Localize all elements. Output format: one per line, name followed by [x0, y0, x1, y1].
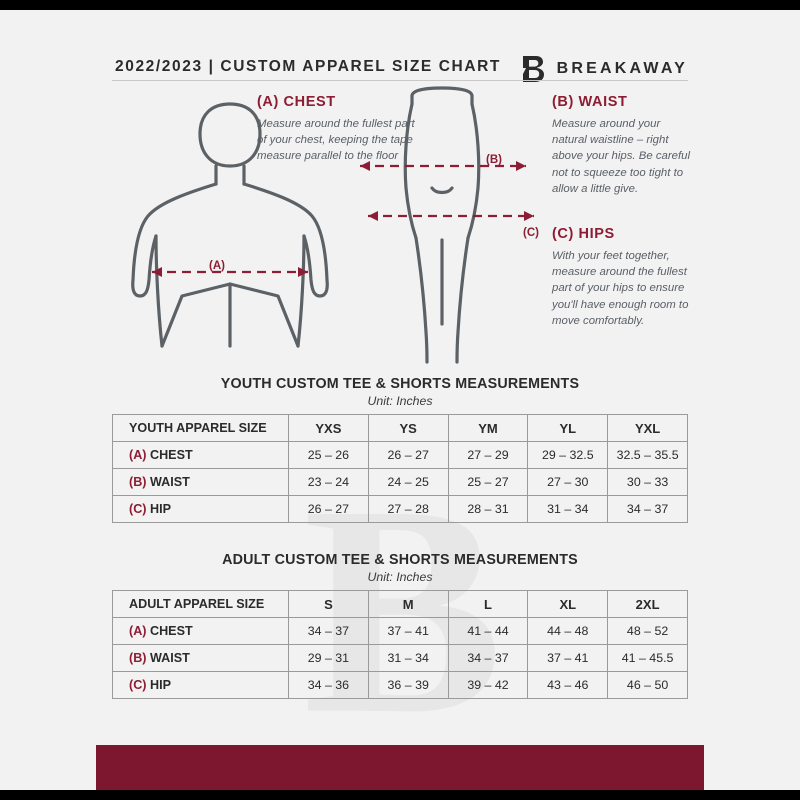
- youth-chest-ym: 27 – 29: [448, 442, 528, 469]
- adult-hip-m: 36 – 39: [368, 672, 448, 699]
- row-letter: (B): [129, 475, 147, 489]
- adult-chest-xl: 44 – 48: [528, 618, 608, 645]
- row-letter: (B): [129, 651, 147, 665]
- table-header-row: [113, 415, 688, 442]
- youth-chest-ys: 26 – 27: [368, 442, 448, 469]
- youth-measurements-table: [112, 414, 688, 523]
- document-header: [0, 28, 800, 78]
- adult-hip-xl: 43 – 46: [528, 672, 608, 699]
- header-divider: [112, 80, 688, 81]
- table-row: [113, 496, 688, 523]
- adult-size-l: L: [448, 591, 528, 618]
- youth-waist-yxl: 30 – 33: [608, 469, 688, 496]
- row-name: CHEST: [149, 448, 193, 462]
- callout-hips-text: With your feet together, measure around the fullest part of your hips to ensure you'll have enough room to move comfortably.: [552, 250, 689, 327]
- youth-hip-yxs: 26 – 27: [289, 496, 369, 523]
- youth-chest-yl: 29 – 32.5: [528, 442, 608, 469]
- callout-waist-heading: (B) WAIST: [552, 94, 628, 110]
- youth-chest-yxl: 32.5 – 35.5: [608, 442, 688, 469]
- youth-header-label: YOUTH APPAREL SIZE: [113, 415, 289, 442]
- youth-table-block: [112, 376, 688, 523]
- callout-chest-heading: (A) CHEST: [257, 94, 336, 110]
- diagram-label-chest: (A): [209, 260, 225, 272]
- page-title: 2022/2023 | CUSTOM APPAREL SIZE CHART: [115, 58, 501, 75]
- youth-waist-ym: 25 – 27: [448, 469, 528, 496]
- adult-table-block: [112, 552, 688, 699]
- adult-row-hip-label: [113, 672, 289, 699]
- callout-chest: [257, 94, 417, 165]
- table-header-row: [113, 591, 688, 618]
- adult-table-title: ADULT CUSTOM TEE & SHORTS MEASUREMENTS: [222, 552, 578, 568]
- youth-waist-yxs: 23 – 24: [289, 469, 369, 496]
- adult-chest-s: 34 – 37: [289, 618, 369, 645]
- adult-chest-m: 37 – 41: [368, 618, 448, 645]
- adult-chest-2xl: 48 – 52: [608, 618, 688, 645]
- row-name: CHEST: [149, 624, 193, 638]
- youth-size-yxs: YXS: [289, 415, 369, 442]
- youth-waist-yl: 27 – 30: [528, 469, 608, 496]
- brand-name: BREAKAWAY: [556, 60, 688, 77]
- adult-size-2xl: 2XL: [608, 591, 688, 618]
- adult-table-unit: Unit: Inches: [367, 570, 433, 584]
- adult-waist-l: 34 – 37: [448, 645, 528, 672]
- measurement-illustration: [112, 84, 691, 366]
- callout-chest-text: Measure around the fullest part of your chest, keeping the tape measure parallel to the floor: [257, 118, 415, 163]
- row-name: WAIST: [149, 651, 190, 665]
- page-frame-bottom: [0, 790, 800, 800]
- youth-chest-yxs: 25 – 26: [289, 442, 369, 469]
- adult-size-xl: XL: [528, 591, 608, 618]
- row-letter: (A): [129, 448, 147, 462]
- adult-chest-l: 41 – 44: [448, 618, 528, 645]
- youth-size-yl: YL: [528, 415, 608, 442]
- adult-size-m: M: [368, 591, 448, 618]
- adult-measurements-table: [112, 590, 688, 699]
- youth-hip-ys: 27 – 28: [368, 496, 448, 523]
- footer-accent-bar: [96, 745, 704, 790]
- row-name: HIP: [149, 502, 171, 516]
- callout-waist-text: Measure around your natural waistline – right above your hips. Be careful not to squeeze too tight to allow a little give.: [552, 118, 691, 195]
- youth-row-hip-label: [113, 496, 289, 523]
- page-frame-top: [0, 0, 800, 10]
- callout-hips-heading: (C) HIPS: [552, 226, 615, 242]
- youth-size-ym: YM: [448, 415, 528, 442]
- youth-size-ys: YS: [368, 415, 448, 442]
- callout-waist: [552, 94, 697, 197]
- adult-waist-xl: 37 – 41: [528, 645, 608, 672]
- youth-row-waist-label: [113, 469, 289, 496]
- diagram-label-hips: (C): [523, 227, 539, 239]
- adult-row-chest-label: [113, 618, 289, 645]
- adult-header-label: ADULT APPAREL SIZE: [113, 591, 289, 618]
- adult-row-waist-label: [113, 645, 289, 672]
- adult-hip-l: 39 – 42: [448, 672, 528, 699]
- adult-size-s: S: [289, 591, 369, 618]
- youth-row-chest-label: [113, 442, 289, 469]
- callout-hips: [552, 226, 697, 329]
- document-sheet: [0, 10, 800, 790]
- row-letter: (C): [129, 502, 147, 516]
- table-row: [113, 645, 688, 672]
- youth-hip-ym: 28 – 31: [448, 496, 528, 523]
- youth-hip-yl: 31 – 34: [528, 496, 608, 523]
- adult-waist-m: 31 – 34: [368, 645, 448, 672]
- table-row: [113, 442, 688, 469]
- adult-waist-2xl: 41 – 45.5: [608, 645, 688, 672]
- table-row: [113, 469, 688, 496]
- table-row: [113, 618, 688, 645]
- row-name: HIP: [149, 678, 171, 692]
- row-letter: (C): [129, 678, 147, 692]
- youth-hip-yxl: 34 – 37: [608, 496, 688, 523]
- diagram-label-waist: (B): [486, 154, 502, 166]
- youth-size-yxl: YXL: [608, 415, 688, 442]
- adult-waist-s: 29 – 31: [289, 645, 369, 672]
- table-row: [113, 672, 688, 699]
- youth-table-unit: Unit: Inches: [367, 394, 433, 408]
- row-name: WAIST: [149, 475, 190, 489]
- row-letter: (A): [129, 624, 147, 638]
- youth-waist-ys: 24 – 25: [368, 469, 448, 496]
- adult-hip-2xl: 46 – 50: [608, 672, 688, 699]
- adult-hip-s: 34 – 36: [289, 672, 369, 699]
- youth-table-title: YOUTH CUSTOM TEE & SHORTS MEASUREMENTS: [220, 376, 580, 392]
